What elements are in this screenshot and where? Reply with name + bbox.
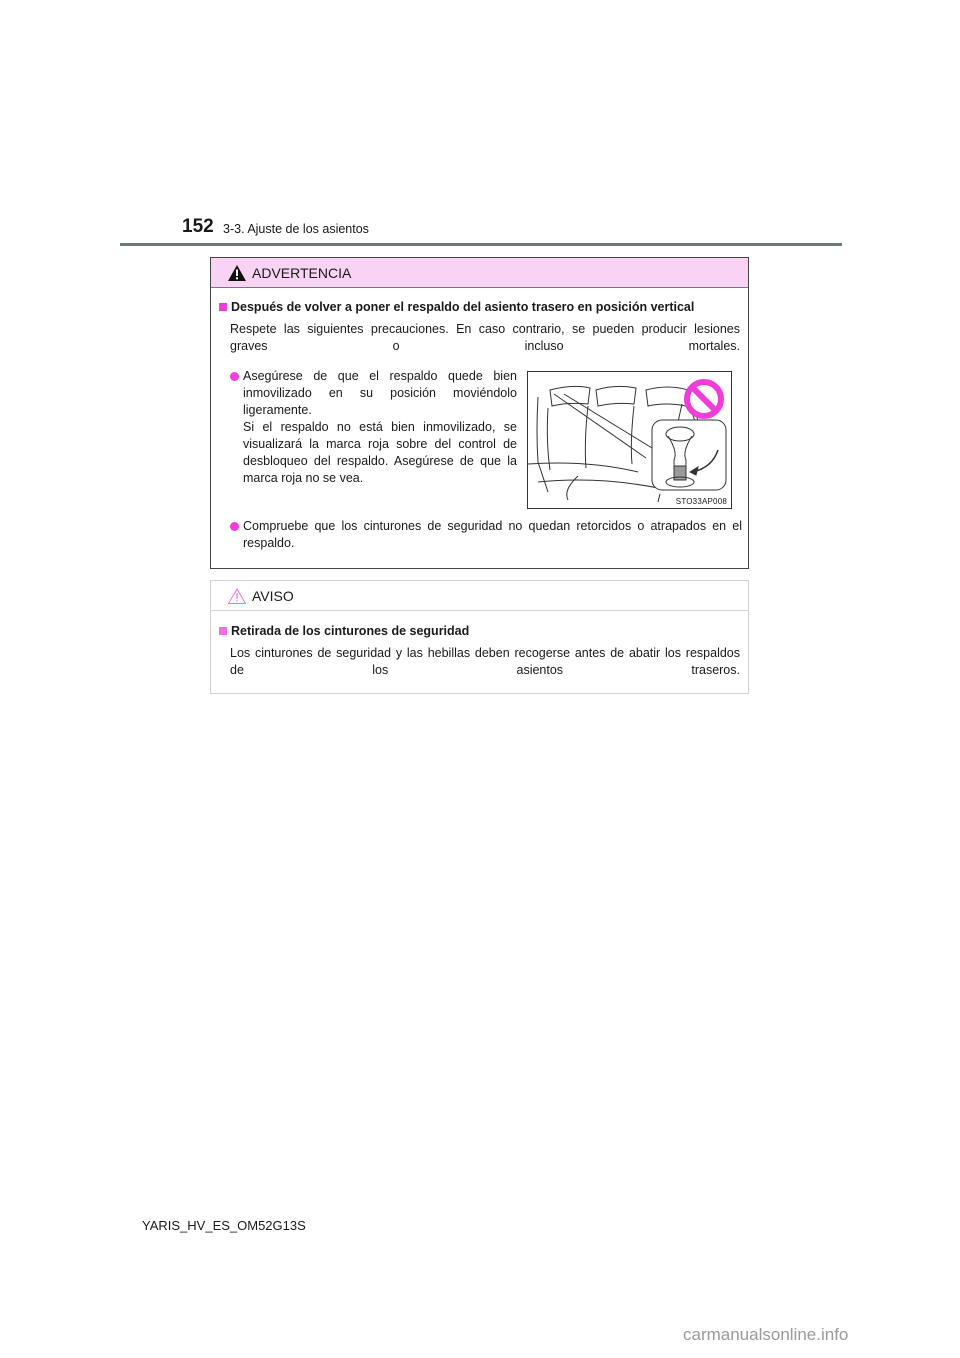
bullet-2-text: Compruebe que los cinturones de seguridad no quedan retorcidos o atrapados en el respaldo. — [243, 519, 742, 550]
bullet-1-text-a: Asegúrese de que el respaldo quede bien inmovilizado en su posición moviéndolo ligeramente. — [243, 369, 517, 417]
section-title: 3-3. Ajuste de los asientos — [223, 222, 369, 236]
warning-header — [211, 258, 748, 288]
document-code: YARIS_HV_ES_OM52G13S — [142, 1218, 306, 1233]
warning-bullet-2 — [230, 518, 742, 552]
caution-box — [210, 580, 749, 694]
caution-subheading — [219, 624, 469, 638]
caution-subheading-text: Retirada de los cinturones de seguridad — [231, 624, 470, 638]
prohibited-icon — [683, 378, 725, 420]
illustration-code: STO33AP008 — [675, 497, 727, 506]
bullet-1-text-b: Si el respaldo no está bien inmovilizado, se visualizará la marca roja sobre del control de desbloqueo del respaldo. Asegúrese de que la marca roja no se vea. — [243, 420, 517, 485]
warning-bullet-1 — [230, 368, 517, 487]
warning-subheading — [219, 300, 694, 314]
warning-intro: Respete las siguientes precauciones. En caso contrario, se pueden producir lesiones graves o incluso mortales. — [230, 322, 740, 353]
caution-title: AVISO — [252, 587, 294, 604]
circle-bullet-icon — [230, 522, 239, 531]
watermark: carmanualsonline.info — [683, 1325, 849, 1344]
page-number: 152 — [182, 216, 214, 237]
warning-title: ADVERTENCIA — [252, 264, 352, 281]
caution-text: Los cinturones de seguridad y las hebillas deben recogerse antes de abatir los respaldos de los asientos traseros. — [230, 646, 740, 677]
warning-triangle-filled-icon — [228, 265, 246, 281]
header-divider — [120, 243, 842, 246]
warning-subheading-text: Después de volver a poner el respaldo del asiento trasero en posición vertical — [231, 300, 695, 314]
square-bullet-icon — [219, 303, 227, 311]
caution-header — [211, 581, 748, 611]
circle-bullet-icon — [230, 372, 239, 381]
warning-box — [210, 257, 749, 569]
square-bullet-icon — [219, 627, 227, 635]
seat-illustration — [527, 371, 732, 509]
warning-triangle-outline-icon — [228, 588, 246, 604]
